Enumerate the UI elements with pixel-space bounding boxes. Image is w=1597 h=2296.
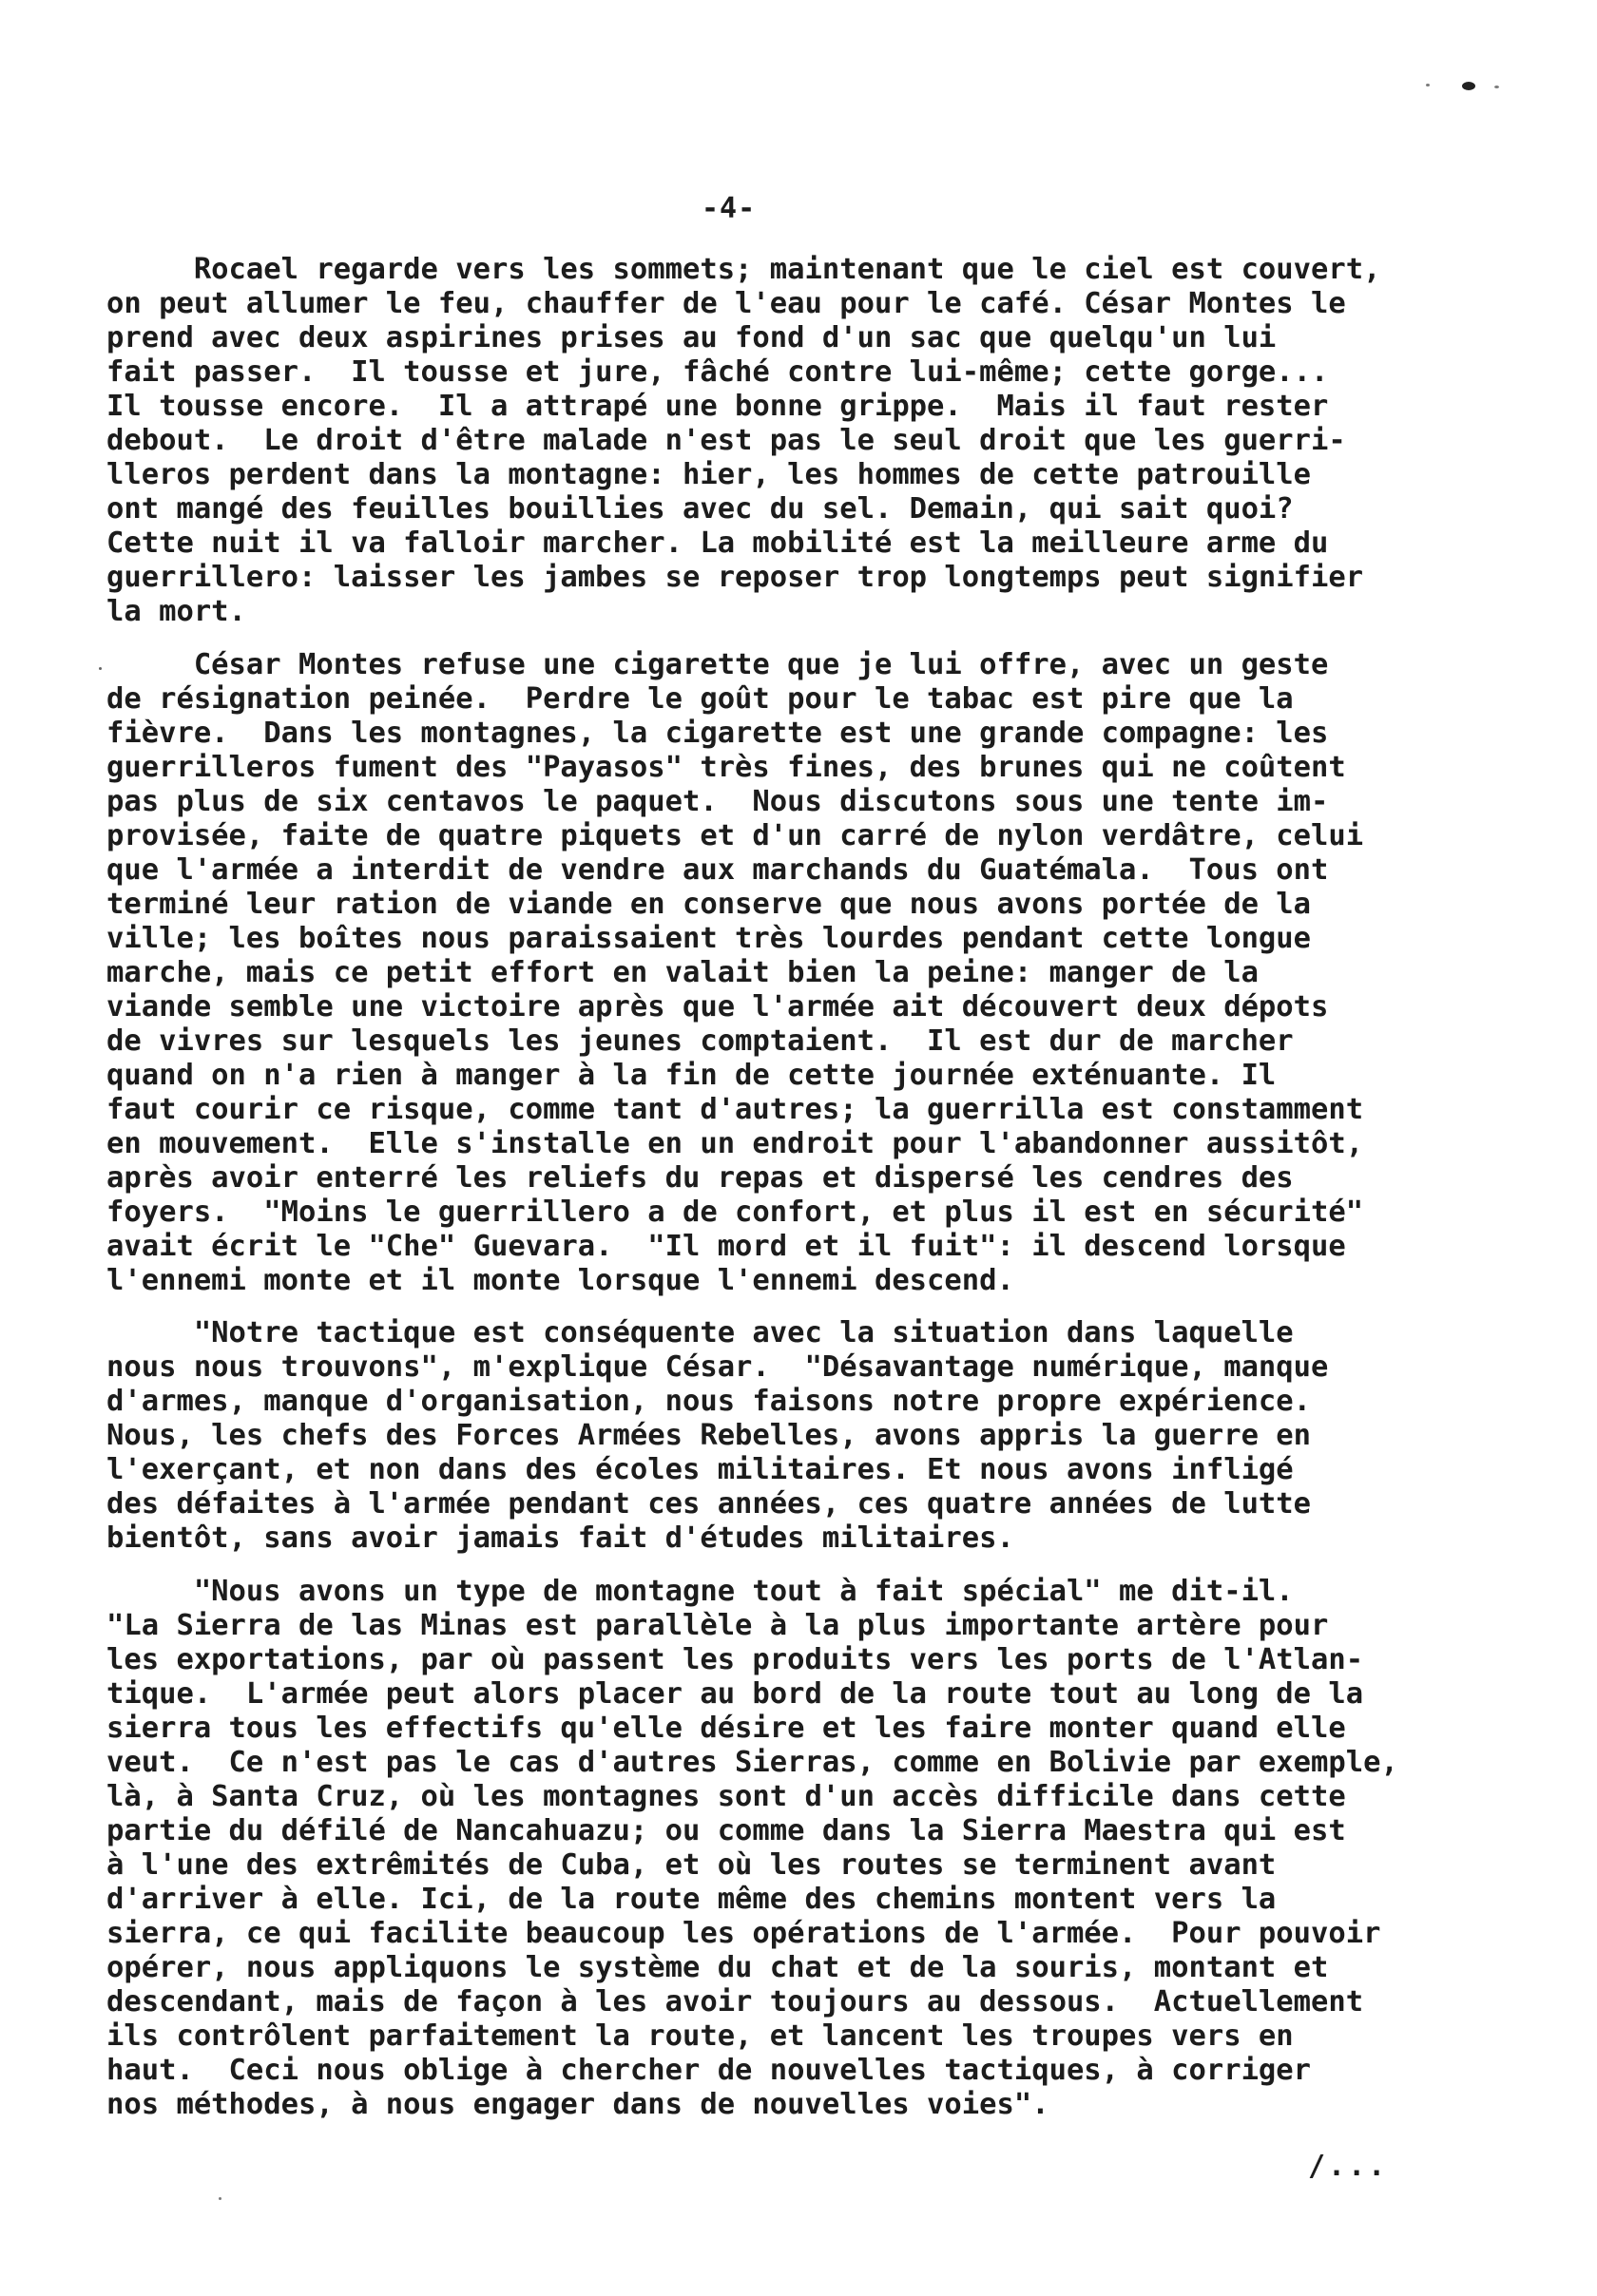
paragraph bbox=[106, 1575, 1475, 2122]
text-line: là, à Santa Cruz, où les montagnes sont d'un accès difficile dans cette bbox=[106, 1780, 1346, 1813]
text-line: tique. L'armée peut alors placer au bord de la route tout au long de la bbox=[106, 1677, 1364, 1711]
text-line: nos méthodes, à nous engager dans de nouvelles voies". bbox=[106, 2088, 1049, 2121]
text-line: Rocael regarde vers les sommets; maintenant que le ciel est couvert, bbox=[106, 253, 1381, 286]
text-line: ils contrôlent parfaitement la route, et lancent les troupes vers en bbox=[106, 2019, 1294, 2053]
text-line: "La Sierra de las Minas est parallèle à la plus importante artère pour bbox=[106, 1609, 1329, 1642]
text-line: des défaites à l'armée pendant ces années, ces quatre années de lutte bbox=[106, 1487, 1312, 1521]
paragraph bbox=[106, 648, 1475, 1298]
text-line: guerrilleros fument des "Payasos" très fines, des brunes qui ne coûtent bbox=[106, 751, 1346, 784]
paragraph bbox=[106, 1316, 1475, 1556]
text-line: haut. Ceci nous oblige à chercher de nouvelles tactiques, à corriger bbox=[106, 2054, 1312, 2087]
text-line: terminé leur ration de viande en conserve que nous avons portée de la bbox=[106, 888, 1312, 921]
text-line: l'exerçant, et non dans des écoles militaires. Et nous avons infligé bbox=[106, 1453, 1294, 1486]
text-line: "Notre tactique est conséquente avec la situation dans laquelle bbox=[106, 1316, 1294, 1349]
ink-smudge bbox=[99, 667, 102, 670]
text-line: que l'armée a interdit de vendre aux marchands du Guatémala. Tous ont bbox=[106, 853, 1329, 887]
text-line: les exportations, par où passent les produits vers les ports de l'Atlan- bbox=[106, 1643, 1364, 1676]
page-number: -4- bbox=[702, 192, 757, 225]
text-line: avait écrit le "Che" Guevara. "Il mord et il fuit": il descend lorsque bbox=[106, 1230, 1346, 1263]
ink-smudge bbox=[219, 2197, 221, 2200]
continuation-mark: /... bbox=[1308, 2150, 1389, 2183]
text-line: de résignation peinée. Perdre le goût pour le tabac est pire que la bbox=[106, 682, 1294, 716]
text-line: ville; les boîtes nous paraissaient très lourdes pendant cette longue bbox=[106, 922, 1312, 955]
text-line: fièvre. Dans les montagnes, la cigarette est une grande compagne: les bbox=[106, 717, 1329, 750]
text-line: nous nous trouvons", m'explique César. "Désavantage numérique, manque bbox=[106, 1350, 1329, 1384]
text-line: debout. Le droit d'être malade n'est pas le seul droit que les guerri- bbox=[106, 424, 1346, 457]
text-line: on peut allumer le feu, chauffer de l'eau pour le café. César Montes le bbox=[106, 287, 1346, 320]
text-line: d'armes, manque d'organisation, nous faisons notre propre expérience. bbox=[106, 1385, 1312, 1418]
text-line: Nous, les chefs des Forces Armées Rebelles, avons appris la guerre en bbox=[106, 1419, 1312, 1452]
text-line: bientôt, sans avoir jamais fait d'études militaires. bbox=[106, 1521, 1014, 1555]
text-line: lleros perdent dans la montagne: hier, les hommes de cette patrouille bbox=[106, 458, 1312, 491]
text-line: marche, mais ce petit effort en valait bien la peine: manger de la bbox=[106, 956, 1259, 989]
text-line: la mort. bbox=[106, 595, 246, 628]
text-line: sierra, ce qui facilite beaucoup les opérations de l'armée. Pour pouvoir bbox=[106, 1917, 1381, 1950]
text-line: veut. Ce n'est pas le cas d'autres Sierras, comme en Bolivie par exemple, bbox=[106, 1746, 1398, 1779]
text-line: Cette nuit il va falloir marcher. La mobilité est la meilleure arme du bbox=[106, 526, 1329, 560]
text-line: provisée, faite de quatre piquets et d'un carré de nylon verdâtre, celui bbox=[106, 819, 1364, 852]
text-line: partie du défilé de Nancahuazu; ou comme dans la Sierra Maestra qui est bbox=[106, 1814, 1346, 1847]
text-line: pas plus de six centavos le paquet. Nous discutons sous une tente im- bbox=[106, 785, 1329, 818]
text-line: descendant, mais de façon à les avoir toujours au dessous. Actuellement bbox=[106, 1985, 1364, 2019]
ink-smudge bbox=[1462, 82, 1475, 90]
text-line: l'ennemi monte et il monte lorsque l'ennemi descend. bbox=[106, 1264, 1014, 1297]
text-line: foyers. "Moins le guerrillero a de confort, et plus il est en sécurité" bbox=[106, 1196, 1364, 1229]
ink-smudge bbox=[1494, 86, 1499, 88]
text-line: sierra tous les effectifs qu'elle désire et les faire monter quand elle bbox=[106, 1712, 1346, 1745]
text-line: prend avec deux aspirines prises au fond d'un sac que quelqu'un lui bbox=[106, 321, 1277, 354]
text-line: fait passer. Il tousse et jure, fâché contre lui-même; cette gorge... bbox=[106, 355, 1329, 389]
text-line: "Nous avons un type de montagne tout à fait spécial" me dit-il. bbox=[106, 1575, 1294, 1608]
text-line: Il tousse encore. Il a attrapé une bonne grippe. Mais il faut rester bbox=[106, 390, 1329, 423]
text-line: viande semble une victoire après que l'armée ait découvert deux dépots bbox=[106, 990, 1329, 1024]
text-line: en mouvement. Elle s'installe en un endroit pour l'abandonner aussitôt, bbox=[106, 1127, 1364, 1160]
text-line: à l'une des extrêmités de Cuba, et où les routes se terminent avant bbox=[106, 1848, 1277, 1882]
ink-smudge bbox=[1426, 84, 1430, 86]
paragraph bbox=[106, 253, 1475, 629]
text-line: guerrillero: laisser les jambes se reposer trop longtemps peut signifier bbox=[106, 561, 1364, 594]
text-line: César Montes refuse une cigarette que je lui offre, avec un geste bbox=[106, 648, 1329, 681]
text-line: quand on n'a rien à manger à la fin de cette journée exténuante. Il bbox=[106, 1059, 1277, 1092]
text-line: de vivres sur lesquels les jeunes comptaient. Il est dur de marcher bbox=[106, 1024, 1294, 1058]
text-line: faut courir ce risque, comme tant d'autres; la guerrilla est constamment bbox=[106, 1093, 1364, 1126]
text-line: d'arriver à elle. Ici, de la route même des chemins montent vers la bbox=[106, 1883, 1277, 1916]
text-line: opérer, nous appliquons le système du chat et de la souris, montant et bbox=[106, 1951, 1329, 1984]
text-line: ont mangé des feuilles bouillies avec du sel. Demain, qui sait quoi? bbox=[106, 492, 1294, 526]
text-line: après avoir enterré les reliefs du repas et dispersé les cendres des bbox=[106, 1161, 1294, 1195]
